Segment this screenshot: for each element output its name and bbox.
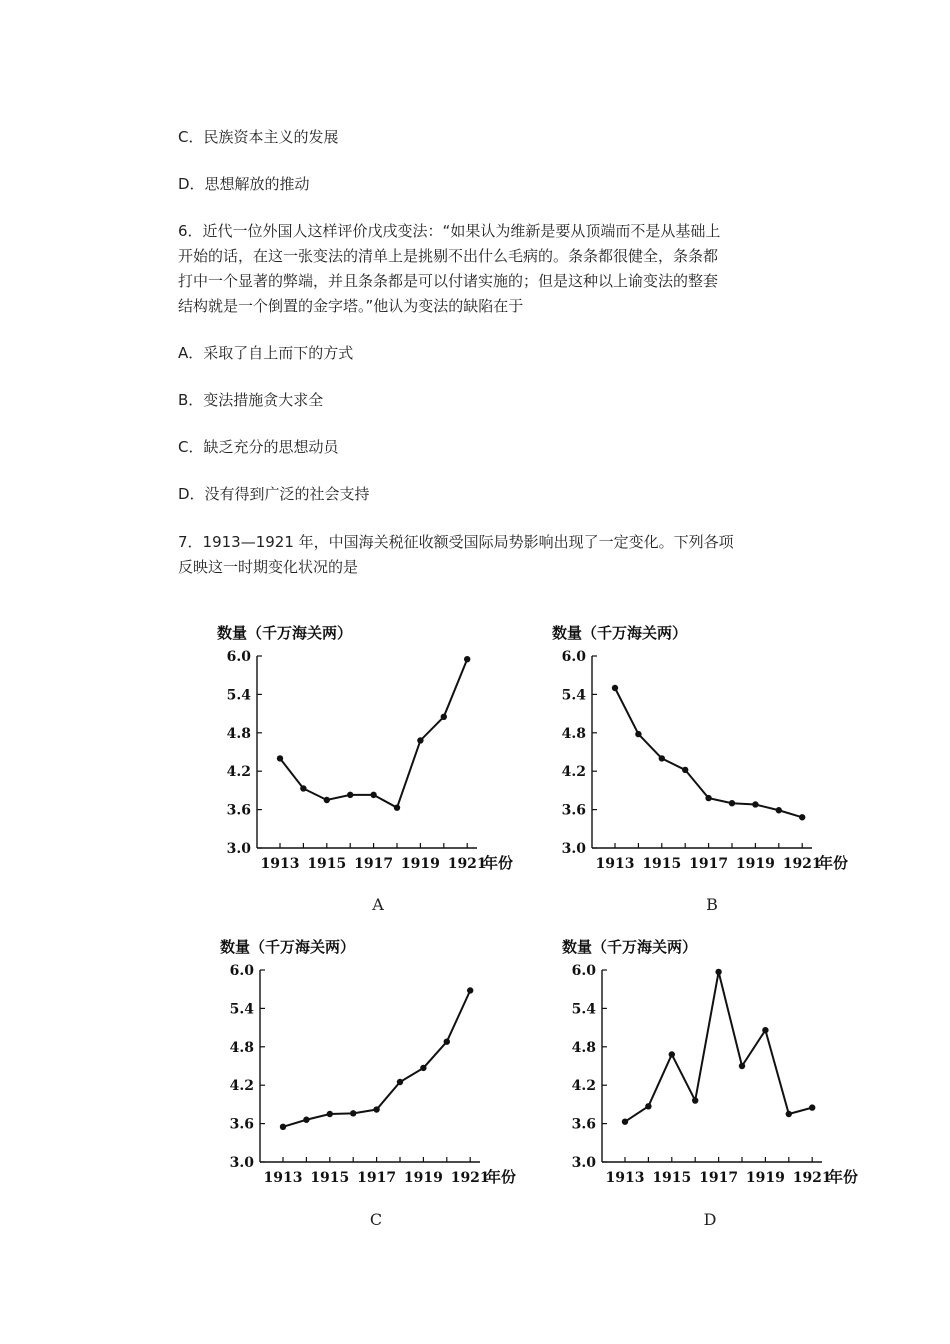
- x-tick-label: 1919: [745, 1170, 785, 1186]
- chart-b-caption: B: [706, 895, 718, 914]
- data-point: [622, 1118, 628, 1124]
- y-tick-label: 5.4: [226, 687, 251, 704]
- series-line: [280, 659, 467, 807]
- y-tick-label: 4.2: [571, 1078, 596, 1095]
- y-tick-label: 3.0: [229, 1155, 254, 1171]
- x-tick-label: 1913: [263, 1170, 303, 1186]
- option-a-q6: A．采取了自上而下的方式: [178, 344, 354, 362]
- y-tick-label: 6.0: [571, 963, 596, 979]
- data-point: [682, 767, 688, 773]
- x-axis-label: 年份: [818, 854, 849, 872]
- data-point: [809, 1104, 815, 1110]
- y-tick-label: 4.8: [561, 725, 586, 742]
- chart-b-svg: [550, 618, 870, 880]
- y-tick-label: 3.6: [226, 802, 251, 819]
- x-tick-label: 1921: [447, 856, 487, 872]
- data-point: [420, 1065, 426, 1071]
- chart-title: 数量（千万海关两）: [220, 938, 356, 956]
- x-tick-label: 1913: [595, 856, 635, 872]
- data-point: [397, 1079, 403, 1085]
- data-point: [327, 1111, 333, 1117]
- data-point: [705, 795, 711, 801]
- x-tick-label: 1913: [605, 1170, 645, 1186]
- data-point: [417, 737, 423, 743]
- data-point: [467, 987, 473, 993]
- data-point: [739, 1063, 745, 1069]
- y-tick-label: 5.4: [571, 1001, 596, 1018]
- data-point: [444, 1038, 450, 1044]
- option-b-q6: B．变法措施贪大求全: [178, 391, 324, 409]
- data-point: [441, 714, 447, 720]
- question-6-line-3: 打中一个显著的弊端，并且条条都是可以付诸实施的；但是这种以上谕变法的整套: [178, 272, 719, 290]
- option-d-q6: D．没有得到广泛的社会支持: [178, 485, 370, 503]
- x-axis-label: 年份: [483, 854, 514, 872]
- data-point: [659, 755, 665, 761]
- y-tick-label: 3.6: [229, 1116, 254, 1133]
- data-point: [752, 801, 758, 807]
- question-6-line-4: 结构就是一个倒置的金字塔。”他认为变法的缺陷在于: [178, 297, 524, 315]
- x-tick-label: 1915: [307, 856, 347, 872]
- y-tick-label: 4.2: [561, 764, 586, 781]
- data-point: [303, 1117, 309, 1123]
- x-tick-label: 1921: [782, 856, 822, 872]
- y-tick-label: 6.0: [226, 649, 251, 665]
- x-tick-label: 1917: [357, 1170, 397, 1186]
- y-tick-label: 3.6: [561, 802, 586, 819]
- x-axis-label: 年份: [828, 1168, 859, 1186]
- chart-b: [550, 618, 870, 880]
- data-point: [373, 1106, 379, 1112]
- y-tick-label: 3.0: [561, 841, 586, 857]
- x-tick-label: 1917: [699, 1170, 739, 1186]
- data-point: [324, 797, 330, 803]
- chart-a-svg: [215, 618, 535, 880]
- x-tick-label: 1919: [735, 856, 775, 872]
- x-tick-label: 1921: [450, 1170, 490, 1186]
- option-c-q6: C．缺乏充分的思想动员: [178, 438, 339, 456]
- data-point: [762, 1027, 768, 1033]
- y-tick-label: 4.8: [229, 1039, 254, 1056]
- data-point: [464, 656, 470, 662]
- question-6-line-2: 开始的话，在这一张变法的清单上是挑剔不出什么毛病的。条条都很健全，条条都: [178, 247, 719, 265]
- y-tick-label: 5.4: [561, 687, 586, 704]
- data-point: [350, 1110, 356, 1116]
- chart-d-svg: [560, 932, 880, 1194]
- series-line: [625, 972, 812, 1122]
- data-point: [786, 1111, 792, 1117]
- data-point: [612, 685, 618, 691]
- y-tick-label: 5.4: [229, 1001, 254, 1018]
- y-tick-label: 4.2: [226, 764, 251, 781]
- x-tick-label: 1913: [260, 856, 300, 872]
- data-point: [300, 785, 306, 791]
- question-7-line-1: 7．1913—1921 年，中国海关税征收额受国际局势影响出现了一定变化。下列各项: [178, 533, 734, 551]
- y-tick-label: 4.2: [229, 1078, 254, 1095]
- x-tick-label: 1919: [400, 856, 440, 872]
- x-tick-label: 1917: [354, 856, 394, 872]
- option-d-q5: D．思想解放的推动: [178, 175, 310, 193]
- x-axis-label: 年份: [486, 1168, 517, 1186]
- data-point: [347, 792, 353, 798]
- data-point: [635, 731, 641, 737]
- data-point: [280, 1124, 286, 1130]
- x-tick-label: 1919: [403, 1170, 443, 1186]
- y-tick-label: 4.8: [226, 725, 251, 742]
- y-tick-label: 3.6: [571, 1116, 596, 1133]
- chart-c-caption: C: [369, 1210, 383, 1229]
- chart-d-caption: D: [703, 1210, 717, 1229]
- chart-title: 数量（千万海关两）: [217, 624, 353, 642]
- data-point: [776, 807, 782, 813]
- y-tick-label: 6.0: [229, 963, 254, 979]
- chart-title: 数量（千万海关两）: [562, 938, 698, 956]
- x-tick-label: 1915: [652, 1170, 692, 1186]
- data-point: [669, 1051, 675, 1057]
- y-tick-label: 3.0: [226, 841, 251, 857]
- chart-d: [560, 932, 880, 1194]
- y-tick-label: 4.8: [571, 1039, 596, 1056]
- y-tick-label: 6.0: [561, 649, 586, 665]
- chart-c: [218, 932, 538, 1194]
- y-tick-label: 3.0: [571, 1155, 596, 1171]
- data-point: [799, 814, 805, 820]
- question-7-line-2: 反映这一时期变化状况的是: [178, 558, 359, 576]
- data-point: [645, 1103, 651, 1109]
- data-point: [729, 800, 735, 806]
- chart-c-svg: [218, 932, 538, 1194]
- chart-a: [215, 618, 535, 880]
- x-tick-label: 1915: [310, 1170, 350, 1186]
- question-6-line-1: 6．近代一位外国人这样评价戊戌变法：“如果认为维新是要从顶端而不是从基础上: [178, 222, 721, 240]
- chart-title: 数量（千万海关两）: [552, 624, 688, 642]
- data-point: [394, 804, 400, 810]
- data-point: [370, 792, 376, 798]
- x-tick-label: 1915: [642, 856, 682, 872]
- data-point: [277, 755, 283, 761]
- x-tick-label: 1917: [689, 856, 729, 872]
- x-tick-label: 1921: [792, 1170, 832, 1186]
- data-point: [692, 1097, 698, 1103]
- data-point: [715, 969, 721, 975]
- chart-a-caption: A: [372, 895, 384, 914]
- option-c-q5: C．民族资本主义的发展: [178, 128, 339, 146]
